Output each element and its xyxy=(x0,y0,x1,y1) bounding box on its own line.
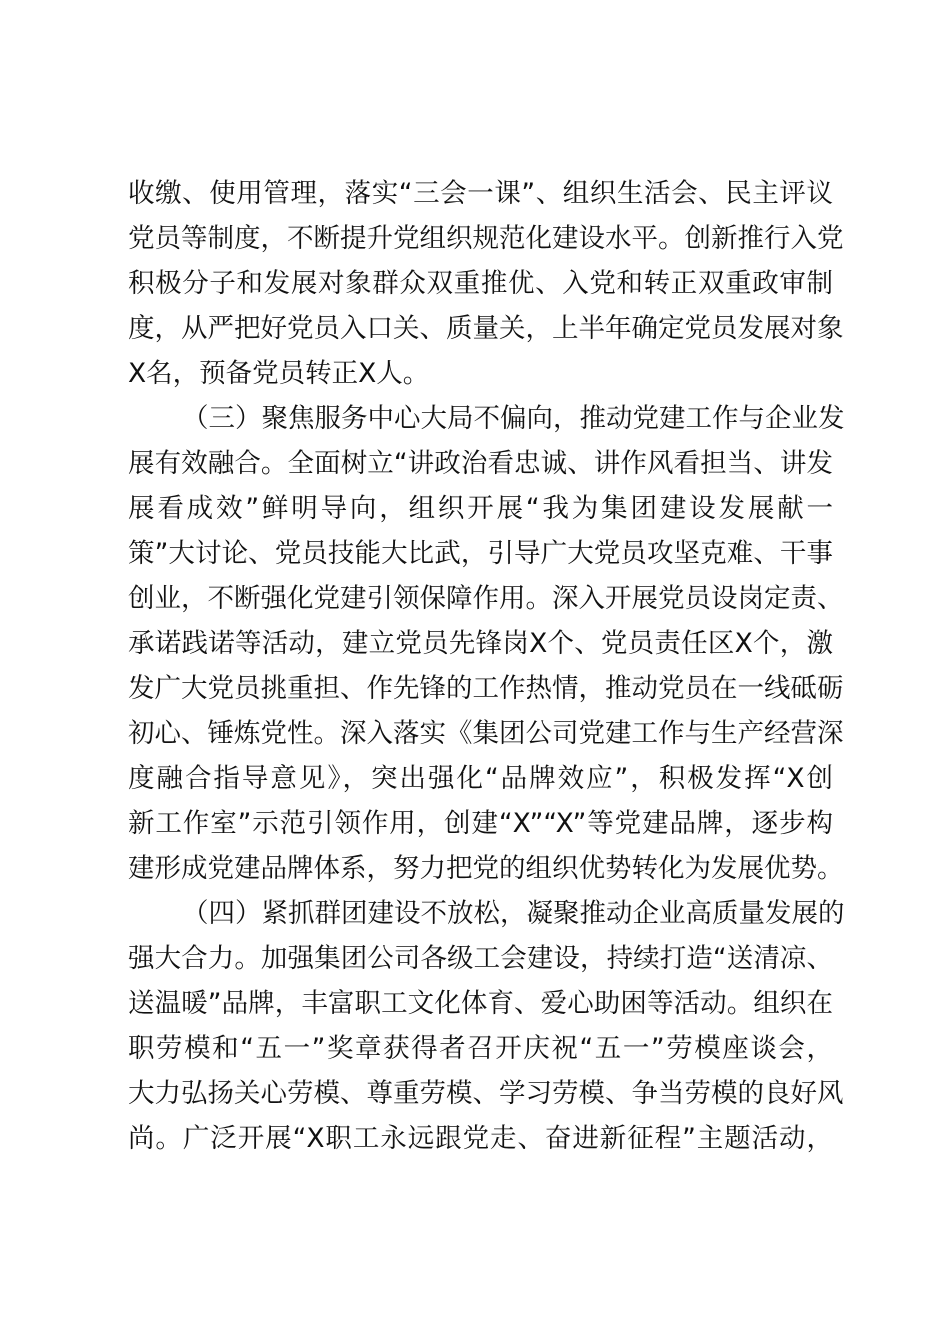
text-line: X名，预备党员转正X人。 xyxy=(128,358,430,389)
text-line: 展有效融合。全面树立“讲政治看忠诚、讲作风看担当、讲发 xyxy=(128,448,833,479)
text-line: 尚。广泛开展“X职工永远跟党走、奋进新征程”主题活动， xyxy=(128,1123,833,1154)
text-line: 发广大党员挑重担、作先锋的工作热情，推动党员在一线砥砺 xyxy=(128,673,844,704)
text-line: 积极分子和发展对象群众双重推优、入党和转正双重政审制 xyxy=(128,268,833,299)
text-line: 大力弘扬关心劳模、尊重劳模、学习劳模、争当劳模的良好风 xyxy=(128,1078,844,1109)
text-line: 度，从严把好党员入口关、质量关，上半年确定党员发展对象 xyxy=(128,313,844,344)
text-line: 送温暖”品牌，丰富职工文化体育、爱心助困等活动。组织在 xyxy=(128,988,833,1019)
paragraph-heading-line: （三）聚焦服务中心大局不偏向，推动党建工作与企业发 xyxy=(182,403,845,434)
text-line: 职劳模和“五一”奖章获得者召开庆祝“五一”劳模座谈会， xyxy=(128,1033,833,1064)
text-line: 承诺践诺等活动，建立党员先锋岗X个、党员责任区X个，激 xyxy=(128,628,833,659)
document-body xyxy=(128,171,845,1161)
text-line: 创业，不断强化党建引领保障作用。深入开展党员设岗定责、 xyxy=(128,583,844,614)
text-line: 度融合指导意见》，突出强化“品牌效应”，积极发挥“X创 xyxy=(128,763,833,794)
text-line: 策”大讨论、党员技能大比武，引导广大党员攻坚克难、干事 xyxy=(128,538,833,569)
text-line: 建形成党建品牌体系，努力把党的组织优势转化为发展优势。 xyxy=(128,853,844,884)
text-line: 收缴、使用管理，落实“三会一课”、组织生活会、民主评议 xyxy=(128,178,833,209)
paragraph-heading-line: （四）紧抓群团建设不放松，凝聚推动企业高质量发展的 xyxy=(182,898,845,929)
text-line: 党员等制度，不断提升党组织规范化建设水平。创新推行入党 xyxy=(128,223,844,254)
text-line: 强大合力。加强集团公司各级工会建设，持续打造“送清凉、 xyxy=(128,943,833,974)
text-line: 初心、锤炼党性。深入落实《集团公司党建工作与生产经营深 xyxy=(128,718,844,749)
text-line: 新工作室”示范引领作用，创建“X”“X”等党建品牌，逐步构 xyxy=(128,808,833,839)
text-line: 展看成效”鲜明导向，组织开展“我为集团建设发展献一 xyxy=(128,493,833,524)
